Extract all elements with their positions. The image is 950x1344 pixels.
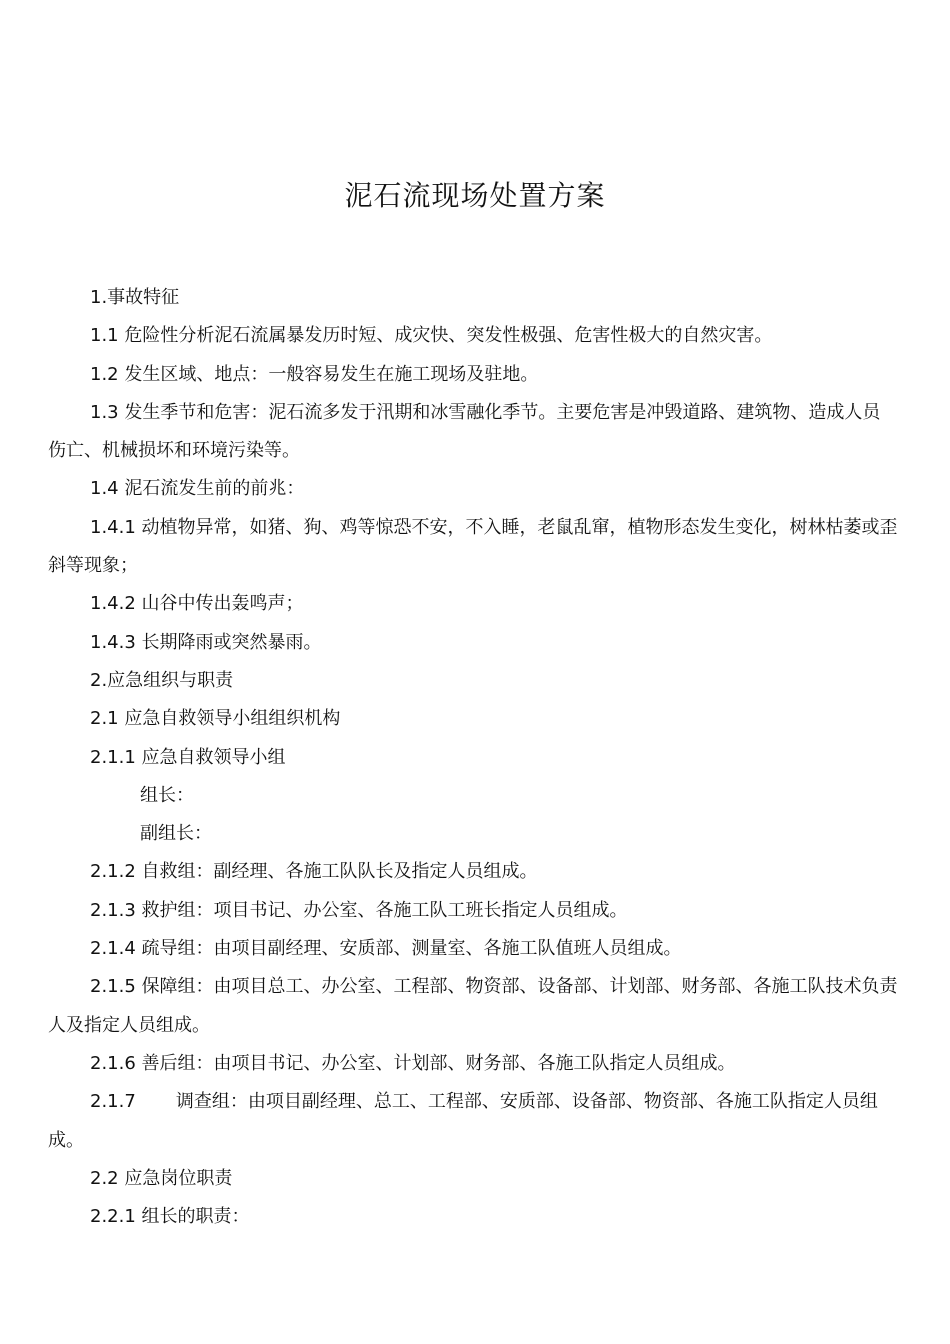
paragraph: 2.1.4 疏导组：由项目副经理、安质部、测量室、各施工队值班人员组成。 [90, 938, 682, 960]
paragraph: 2.1.5 保障组：由项目总工、办公室、工程部、物资部、设备部、计划部、财务部、各施工队技术负责人及指定人员组成。 [48, 976, 898, 1036]
document-body [48, 279, 898, 1236]
section-heading: 2.应急组织与职责 [90, 669, 234, 691]
paragraph: 2.2 应急岗位职责 [90, 1167, 233, 1189]
paragraph: 2.1.1 应急自救领导小组 [90, 746, 286, 768]
deputy-leader-line: 副组长： [140, 823, 212, 845]
paragraph: 1.4.2 山谷中传出轰鸣声； [90, 593, 304, 615]
paragraph: 1.3 发生季节和危害：泥石流多发于汛期和冰雪融化季节。主要危害是冲毁道路、建筑物、造成人员伤亡、机械损坏和环境污染等。 [48, 401, 881, 462]
paragraph: 2.1.2 自救组：副经理、各施工队队长及指定人员组成。 [90, 861, 538, 883]
paragraph: 1.1 危险性分析泥石流属暴发历时短、成灾快、突发性极强、危害性极大的自然灾害。 [90, 325, 773, 347]
paragraph: 2.1.7 调查组：由项目副经理、总工、工程部、安质部、设备部、物资部、各施工队指定人员组成。 [48, 1091, 878, 1151]
section-heading: 1.事故特征 [90, 287, 180, 308]
paragraph: 1.4.1 动植物异常，如猪、狗、鸡等惊恐不安，不入睡，老鼠乱窜，植物形态发生变化，树林枯萎或歪斜等现象； [48, 516, 898, 577]
paragraph: 1.2 发生区域、地点：一般容易发生在施工现场及驻地。 [90, 363, 539, 385]
paragraph: 2.1 应急自救领导小组组织机构 [90, 708, 341, 730]
paragraph: 2.1.3 救护组：项目书记、办公室、各施工队工班长指定人员组成。 [90, 899, 628, 921]
team-leader-line: 组长： [140, 784, 194, 806]
paragraph: 2.2.1 组长的职责： [90, 1206, 250, 1228]
paragraph: 2.1.6 善后组：由项目书记、办公室、计划部、财务部、各施工队指定人员组成。 [90, 1052, 736, 1074]
document-title: 泥石流现场处置方案 [344, 179, 606, 212]
paragraph: 1.4.3 长期降雨或突然暴雨。 [90, 631, 322, 653]
paragraph: 1.4 泥石流发生前的前兆： [90, 478, 305, 500]
